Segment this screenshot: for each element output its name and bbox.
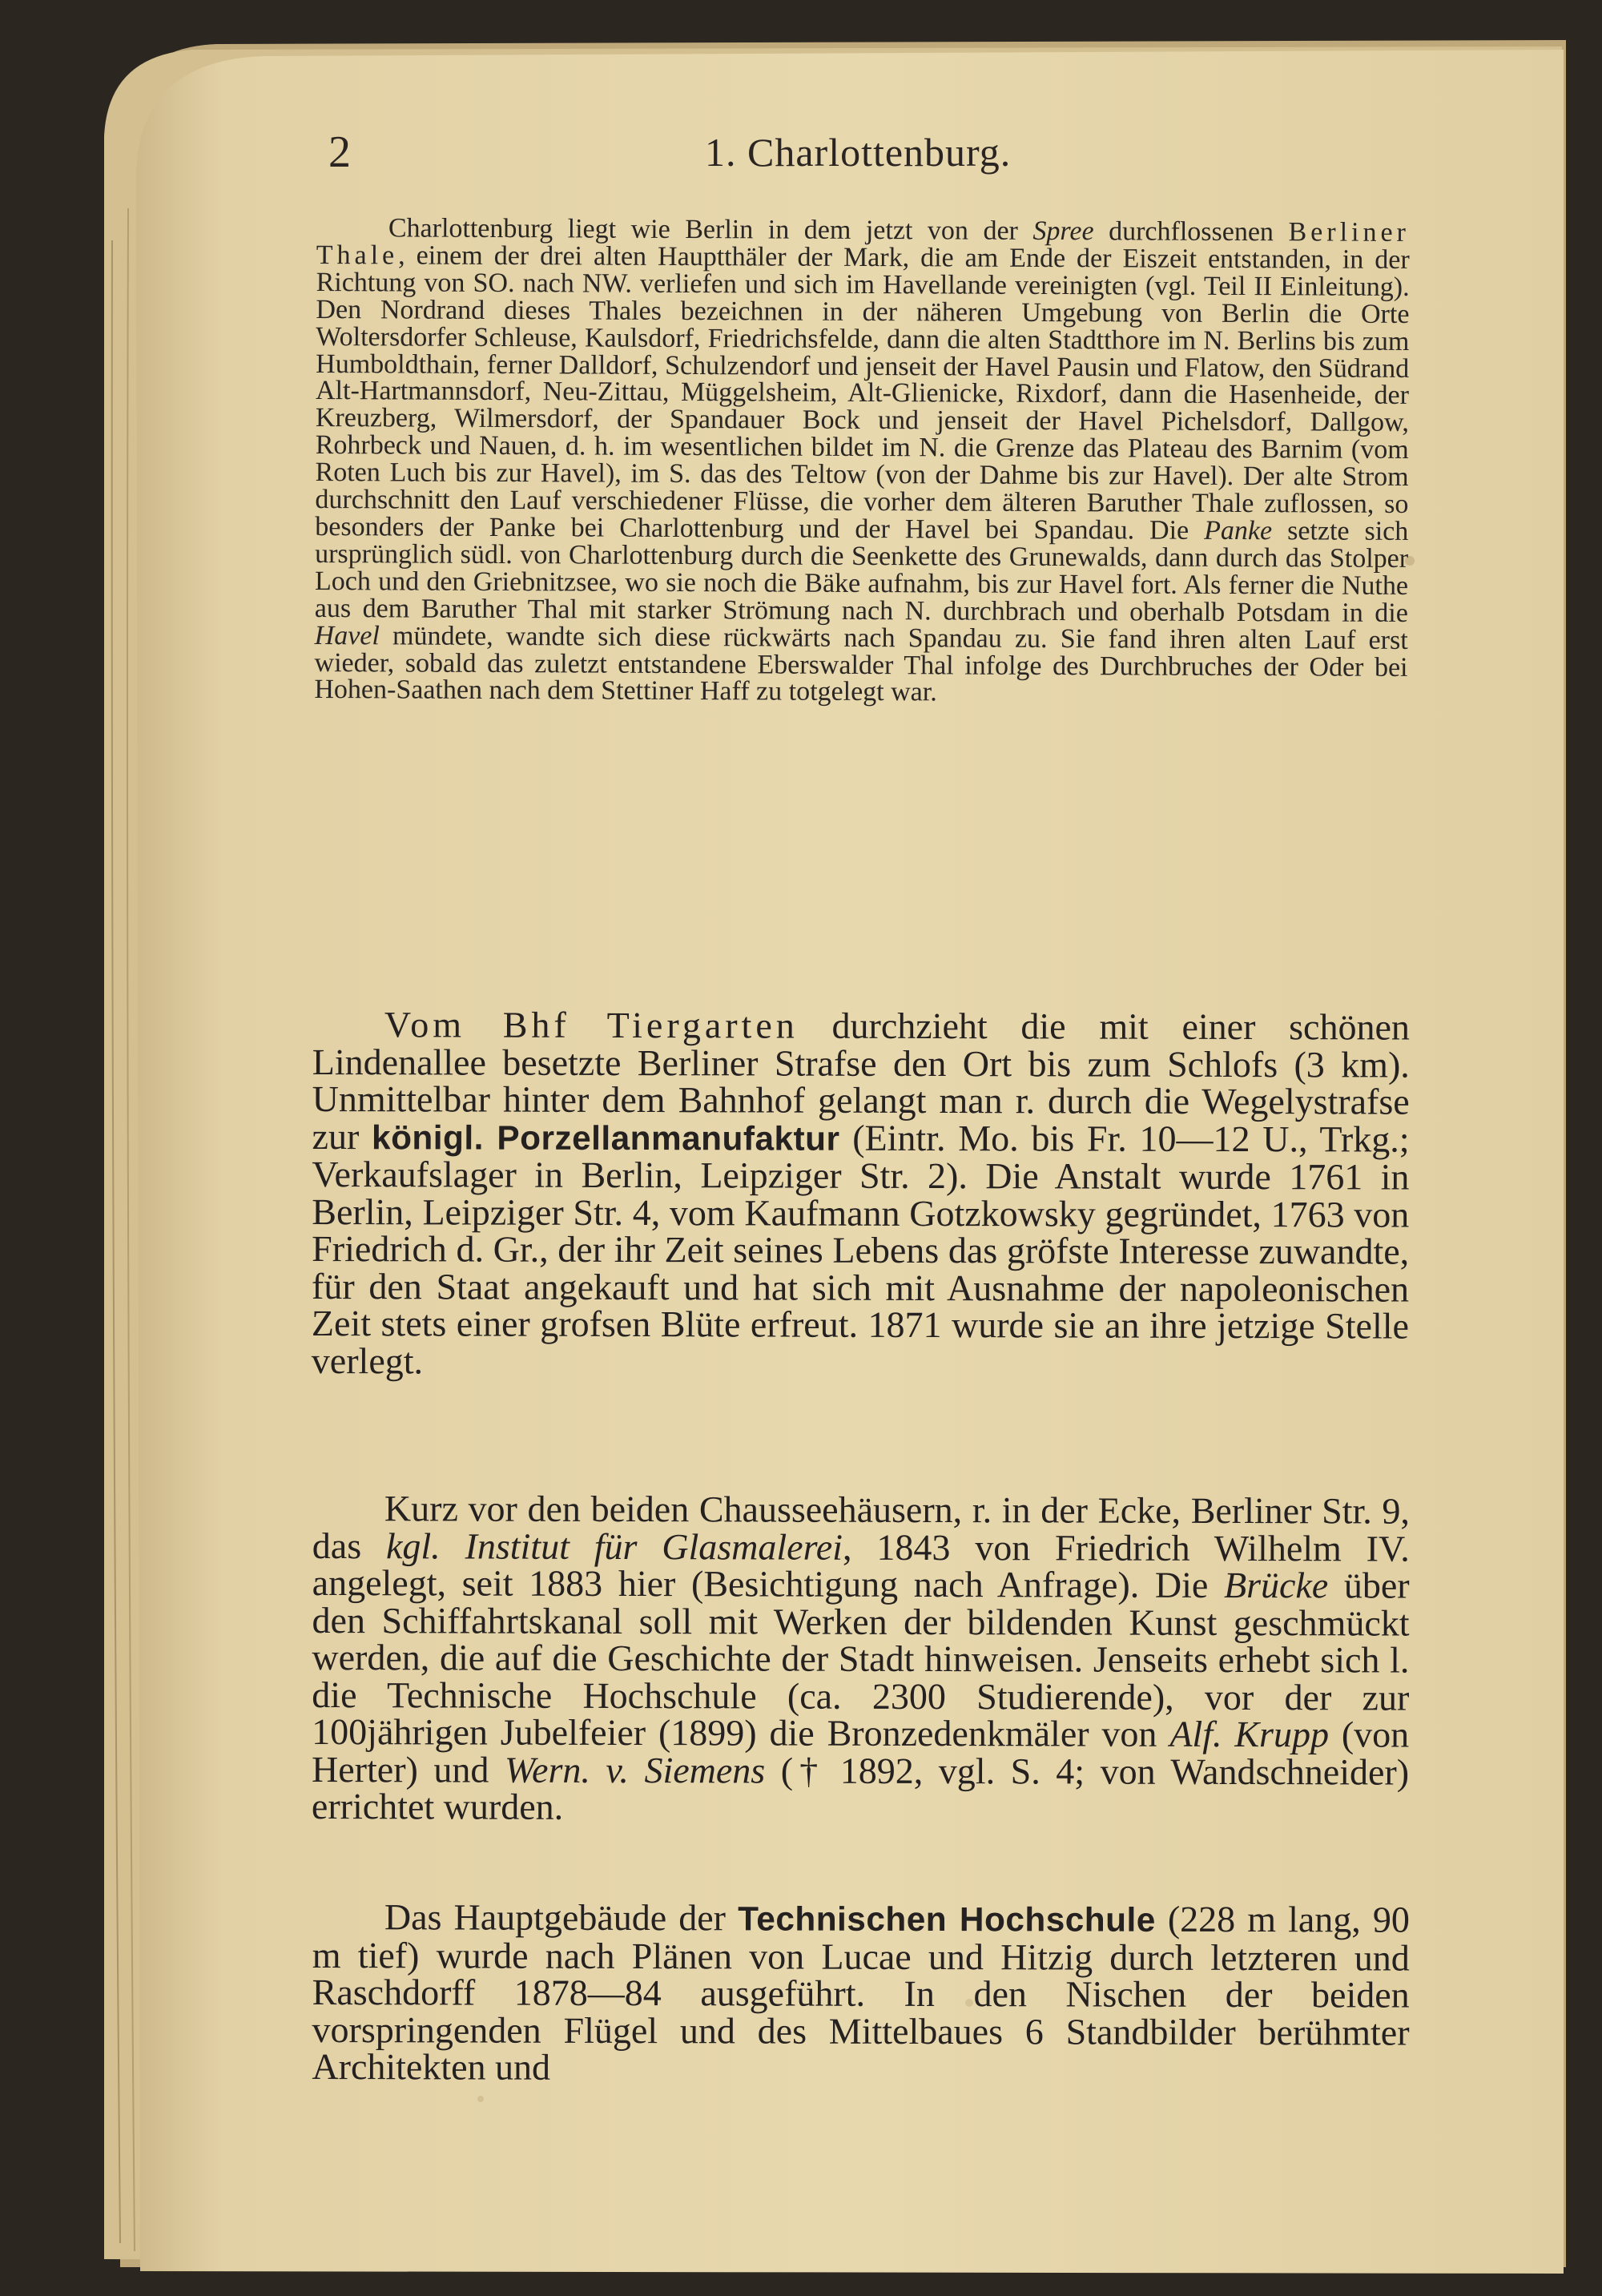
porcelain-paragraph xyxy=(312,1006,1410,1383)
glass-institute-paragraph xyxy=(312,1490,1410,1828)
text-run: durchzieht die mit einer schönen Lindenallee besetzte Berliner Strafse den Ort bis zum Schlofs (3 km). Unmittelbar hinter dem Bahnhof gelangt man r. durch die Wegelystrafse zur xyxy=(312,1005,1411,1157)
italic-term: Alf. Krupp xyxy=(1169,1713,1330,1755)
text-run: (228 m lang, 90 m tief) wurde nach Plänen von Lucae und Hitzig durch letzteren und Raschdorff 1878—84 ausgeführt. In den Nischen der beiden vorspringenden Flügel und des Mittelbaues 6 Standbilder berühmter Architekten und xyxy=(312,1898,1410,2088)
text-run: , einem der drei alten Hauptthäler der Mark, die am Ende der Eiszeit entstanden, in der Richtung von SO. nach NW. verliefen und sich im Havellande vereinigten (vgl. Teil II Einleitung). Den Nordrand dieses Thales bezeichnen in der näheren Umgebung von Berlin die Orte Woltersdorfer Schleuse, Kaulsdorf, Friedrichsfelde, dann die alten Stadtthore im N. Berlins bis zum Humboldthain, ferner Dalldorf, Schulzendorf und jenseit der Havel Pausin und Flatow, den Südrand Alt-Hartmannsdorf, Neu-Zittau, Müggelsheim, Alt-Glienicke, Rixdorf, dann die Hasenheide, der Kreuzberg, Wilmersdorf, der Spandauer Bock und jenseit der Havel Pichelsdorf, Dallgow, Rohrbeck und Nauen, d. h. im wesentlichen bildet im N. die Grenze das Plateau des Barnim (vom Roten Luch bis zur Havel), im S. das des Teltow (von der Dahme bis zur Havel). Der alte Strom durchschnitt den Lauf verschiedener Flüsse, die vorher dem älteren Baruther Thale zuflossen, so besonders der Panke bei Charlottenburg und der Havel bei Spandau. Die xyxy=(315,240,1410,546)
italic-term: Brücke xyxy=(1223,1564,1329,1606)
spaced-term: Vom Bhf Tiergarten xyxy=(384,1004,799,1046)
text-run: (Eintr. Mo. bis Fr. 10—12 U., Trkg.; Verkaufslager in Berlin, Leipziger Str. 2). Die Anstalt wurde 1761 in Berlin, Leipziger Str. 4, vom Kaufmann Gotzkowsky gegründet, 1763 von Friedrich d. Gr., der ihr Zeit seines Lebens das gröfste Interesse zuwandte, für den Staat angekauft und hat sich mit Ausnahme der napoleonischen Zeit stets einer grofsen Blüte erfreut. 1871 wurde sie an ihre jetzige Stelle verlegt. xyxy=(311,1117,1410,1381)
italic-term: Panke xyxy=(1204,515,1273,546)
geology-paragraph xyxy=(314,215,1410,708)
page-number: 2 xyxy=(328,127,351,177)
text-run: setzte sich ursprünglich südl. von Charlottenburg durch die Seenkette des Grunewalds, dann durch das Stolper Loch und den Griebnitzsee, wo sie noch die Bäke aufnahm, bis zur Havel fort. Als ferner die Nuthe aus dem Baruther Thal mit starker Strömung nach N. durchbrach und oberhalb Potsdam in die xyxy=(314,516,1409,628)
text-run: durchflossenen xyxy=(1093,216,1289,248)
text-run: mündete, wandte sich diese rückwärts nach Spandau zu. Sie fand ihren alten Lauf erst wieder, sobald das zuletzt entstandene Eberswalder Thal infolge des Durchbruches der Oder bei Hohen-Saathen nach dem Stettiner Haff zu totgelegt war. xyxy=(314,620,1408,707)
technical-university-paragraph xyxy=(312,1896,1410,2089)
bold-term: Technischen Hochschule xyxy=(738,1899,1156,1939)
italic-term: Havel xyxy=(314,620,380,651)
text-run: , 1843 von Friedrich Wilhelm IV. angelegt, seit 1883 hier (Besichtigung nach Anfrage). Die xyxy=(312,1526,1410,1605)
chapter-title: 1. Charlottenburg. xyxy=(705,130,1012,175)
text-run: Das Hauptgebäude der xyxy=(384,1896,739,1939)
italic-term: kgl. Institut für Glasmalerei xyxy=(385,1525,843,1568)
italic-term: Wern. v. Siemens xyxy=(504,1749,766,1790)
spaced-term: Berliner Thale xyxy=(316,217,1411,271)
italic-term: Spree xyxy=(1032,216,1094,247)
text-run: über den Schiffahrtskanal soll mit Werken der bildenden Kunst geschmückt werden, die auf die Geschichte der Stadt hinweisen. Jenseits erhebt sich l. die Technische Hochschule (ca. 2300 Studierende), vor der zur 100jährigen Jubelfeier (1899) die Bronzedenkmäler von xyxy=(312,1565,1410,1754)
text-run: Kurz vor den beiden Chausseehäusern, r. in der Ecke, Berliner Str. 9, das xyxy=(312,1488,1411,1566)
text-run: (von Herter) und xyxy=(312,1714,1410,1790)
running-head xyxy=(328,120,1450,184)
text-run: († 1892, vgl. S. 4; von Wandschneider) errichtet wurden. xyxy=(311,1749,1410,1827)
text-run: Charlottenburg liegt wie Berlin in dem jetzt von der xyxy=(388,213,1033,246)
bold-term: königl. Porzellanmanufaktur xyxy=(372,1118,840,1158)
